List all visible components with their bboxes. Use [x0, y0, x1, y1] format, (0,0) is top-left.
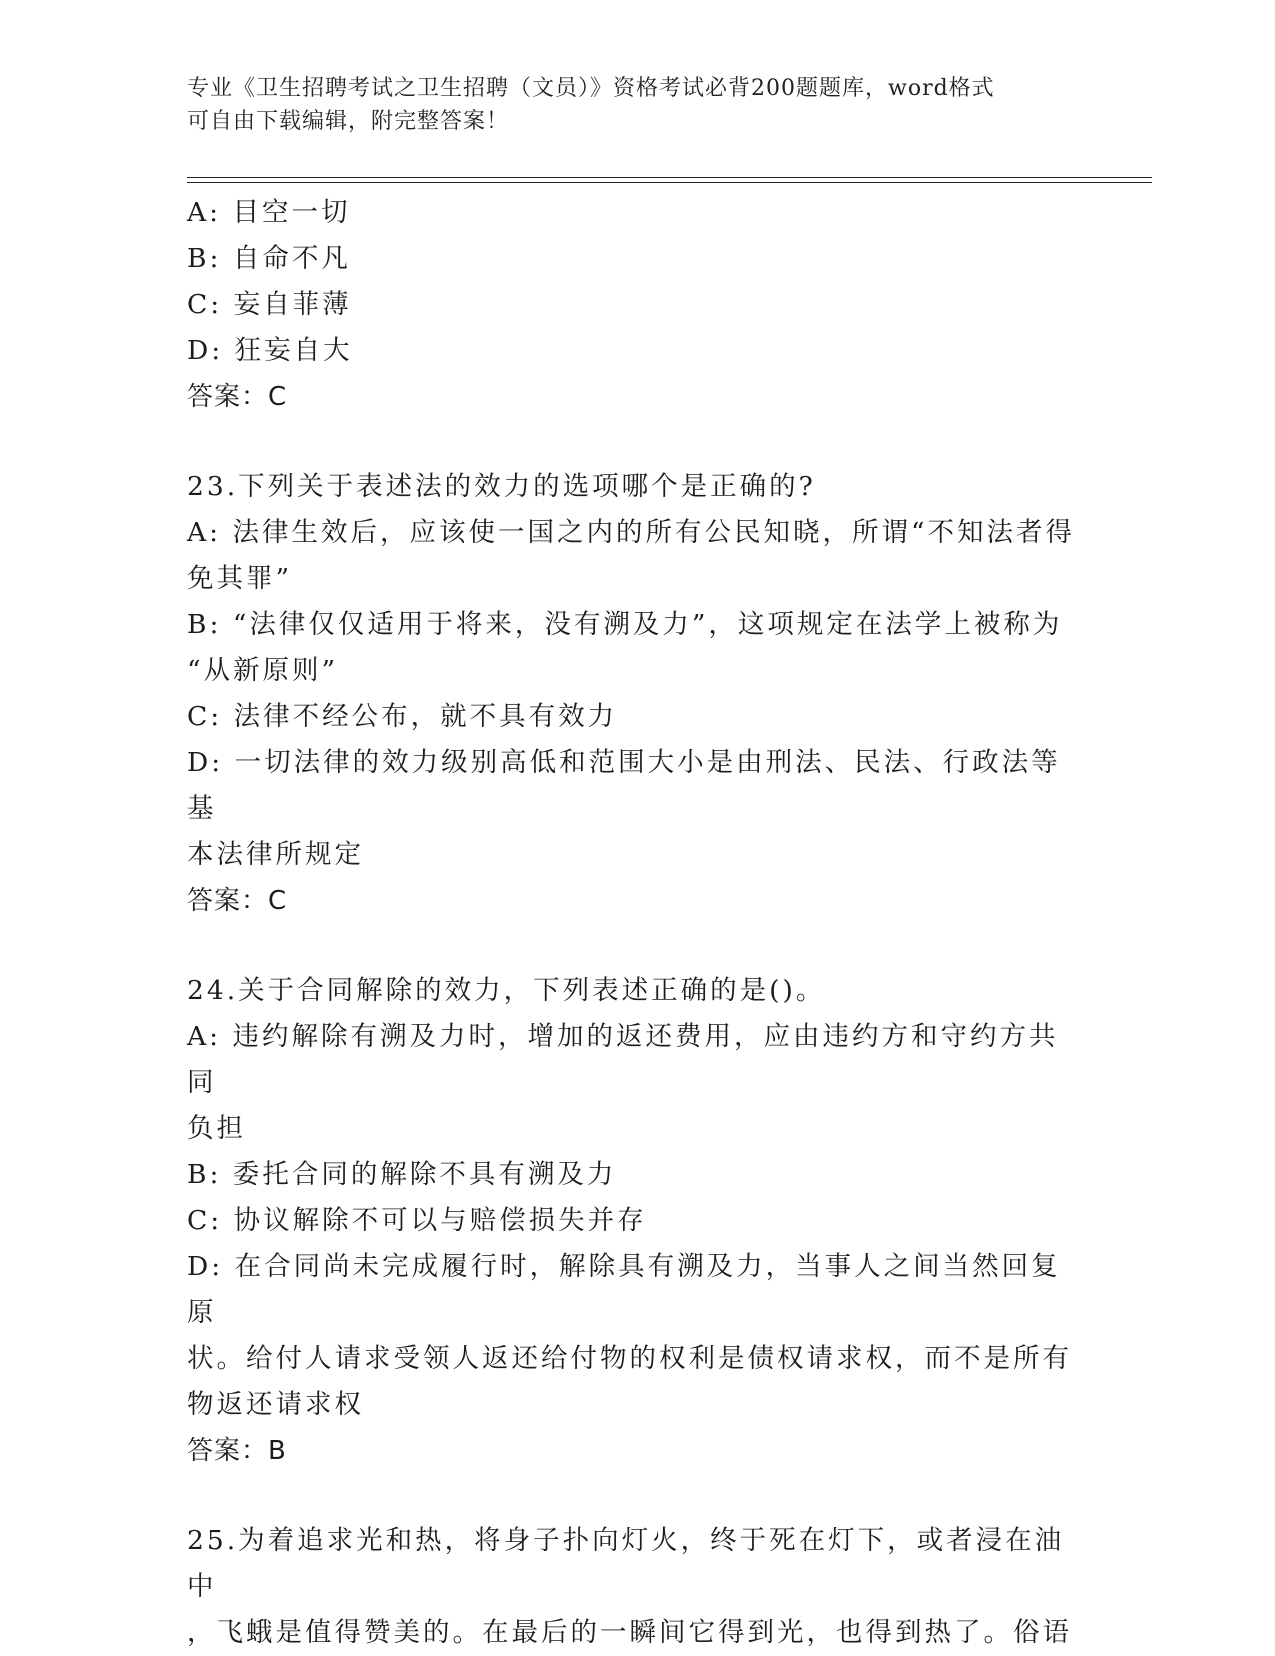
- option-b-continued: “从新原则”: [187, 655, 339, 686]
- header-rule-top: [187, 177, 1152, 178]
- answer-line: 答案：B: [187, 1436, 287, 1466]
- option-a-continued: 负担: [187, 1113, 246, 1144]
- question-text: 25.为着追求光和热，将身子扑向灯火，终于死在灯下，或者浸在油中: [187, 1525, 1065, 1602]
- answer-line: 答案：C: [187, 886, 288, 916]
- option-d-continued: 状。给付人请求受领人返还给付物的权利是债权请求权，而不是所有: [187, 1343, 1072, 1374]
- header-line-2: 可自由下载编辑，附完整答案！: [187, 109, 510, 134]
- option-c: C: 妄自菲薄: [187, 289, 352, 320]
- option-a: A: 违约解除有溯及力时，增加的返还费用，应由违约方和守约方共同: [187, 1021, 1059, 1098]
- spacer: [187, 420, 1077, 464]
- option-c: C: 协议解除不可以与赔偿损失并存: [187, 1205, 647, 1236]
- question-text: 24.关于合同解除的效力，下列表述正确的是()。: [187, 975, 826, 1006]
- document-header: [187, 72, 1087, 138]
- question-25-block: [187, 1518, 1077, 1656]
- spacer: [187, 1474, 1077, 1518]
- question-text-continued: ，飞蛾是值得赞美的。在最后的一瞬间它得到光，也得到热了。俗语: [187, 1617, 1072, 1648]
- question-23-block: [187, 464, 1077, 924]
- option-d-continued: 物返还请求权: [187, 1389, 364, 1420]
- option-a: A: 目空一切: [187, 197, 351, 228]
- answer-line: 答案：C: [187, 382, 288, 412]
- question-22-block: [187, 190, 1077, 420]
- question-text: 23.下列关于表述法的效力的选项哪个是正确的?: [187, 471, 816, 502]
- header-rule-bottom: [187, 182, 1152, 183]
- option-d: D: 狂妄自大: [187, 335, 353, 366]
- option-d: D: 在合同尚未完成履行时，解除具有溯及力，当事人之间当然回复原: [187, 1251, 1061, 1328]
- option-d: D: 一切法律的效力级别高低和范围大小是由刑法、民法、行政法等基: [187, 747, 1061, 824]
- option-b: B: 委托合同的解除不具有溯及力: [187, 1159, 617, 1190]
- option-d-continued: 本法律所规定: [187, 839, 364, 870]
- question-24-block: [187, 968, 1077, 1474]
- header-line-1: 专业《卫生招聘考试之卫生招聘（文员）》资格考试必背200题题库，word格式: [187, 76, 995, 101]
- option-a: A: 法律生效后，应该使一国之内的所有公民知晓，所谓“不知法者得: [187, 517, 1076, 548]
- spacer: [187, 924, 1077, 968]
- option-a-continued: 免其罪”: [187, 563, 293, 594]
- option-b: B: 自命不凡: [187, 243, 351, 274]
- option-b: B: “法律仅仅适用于将来，没有溯及力”，这项规定在法学上被称为: [187, 609, 1063, 640]
- document-body: [187, 190, 1077, 1656]
- option-c: C: 法律不经公布，就不具有效力: [187, 701, 618, 732]
